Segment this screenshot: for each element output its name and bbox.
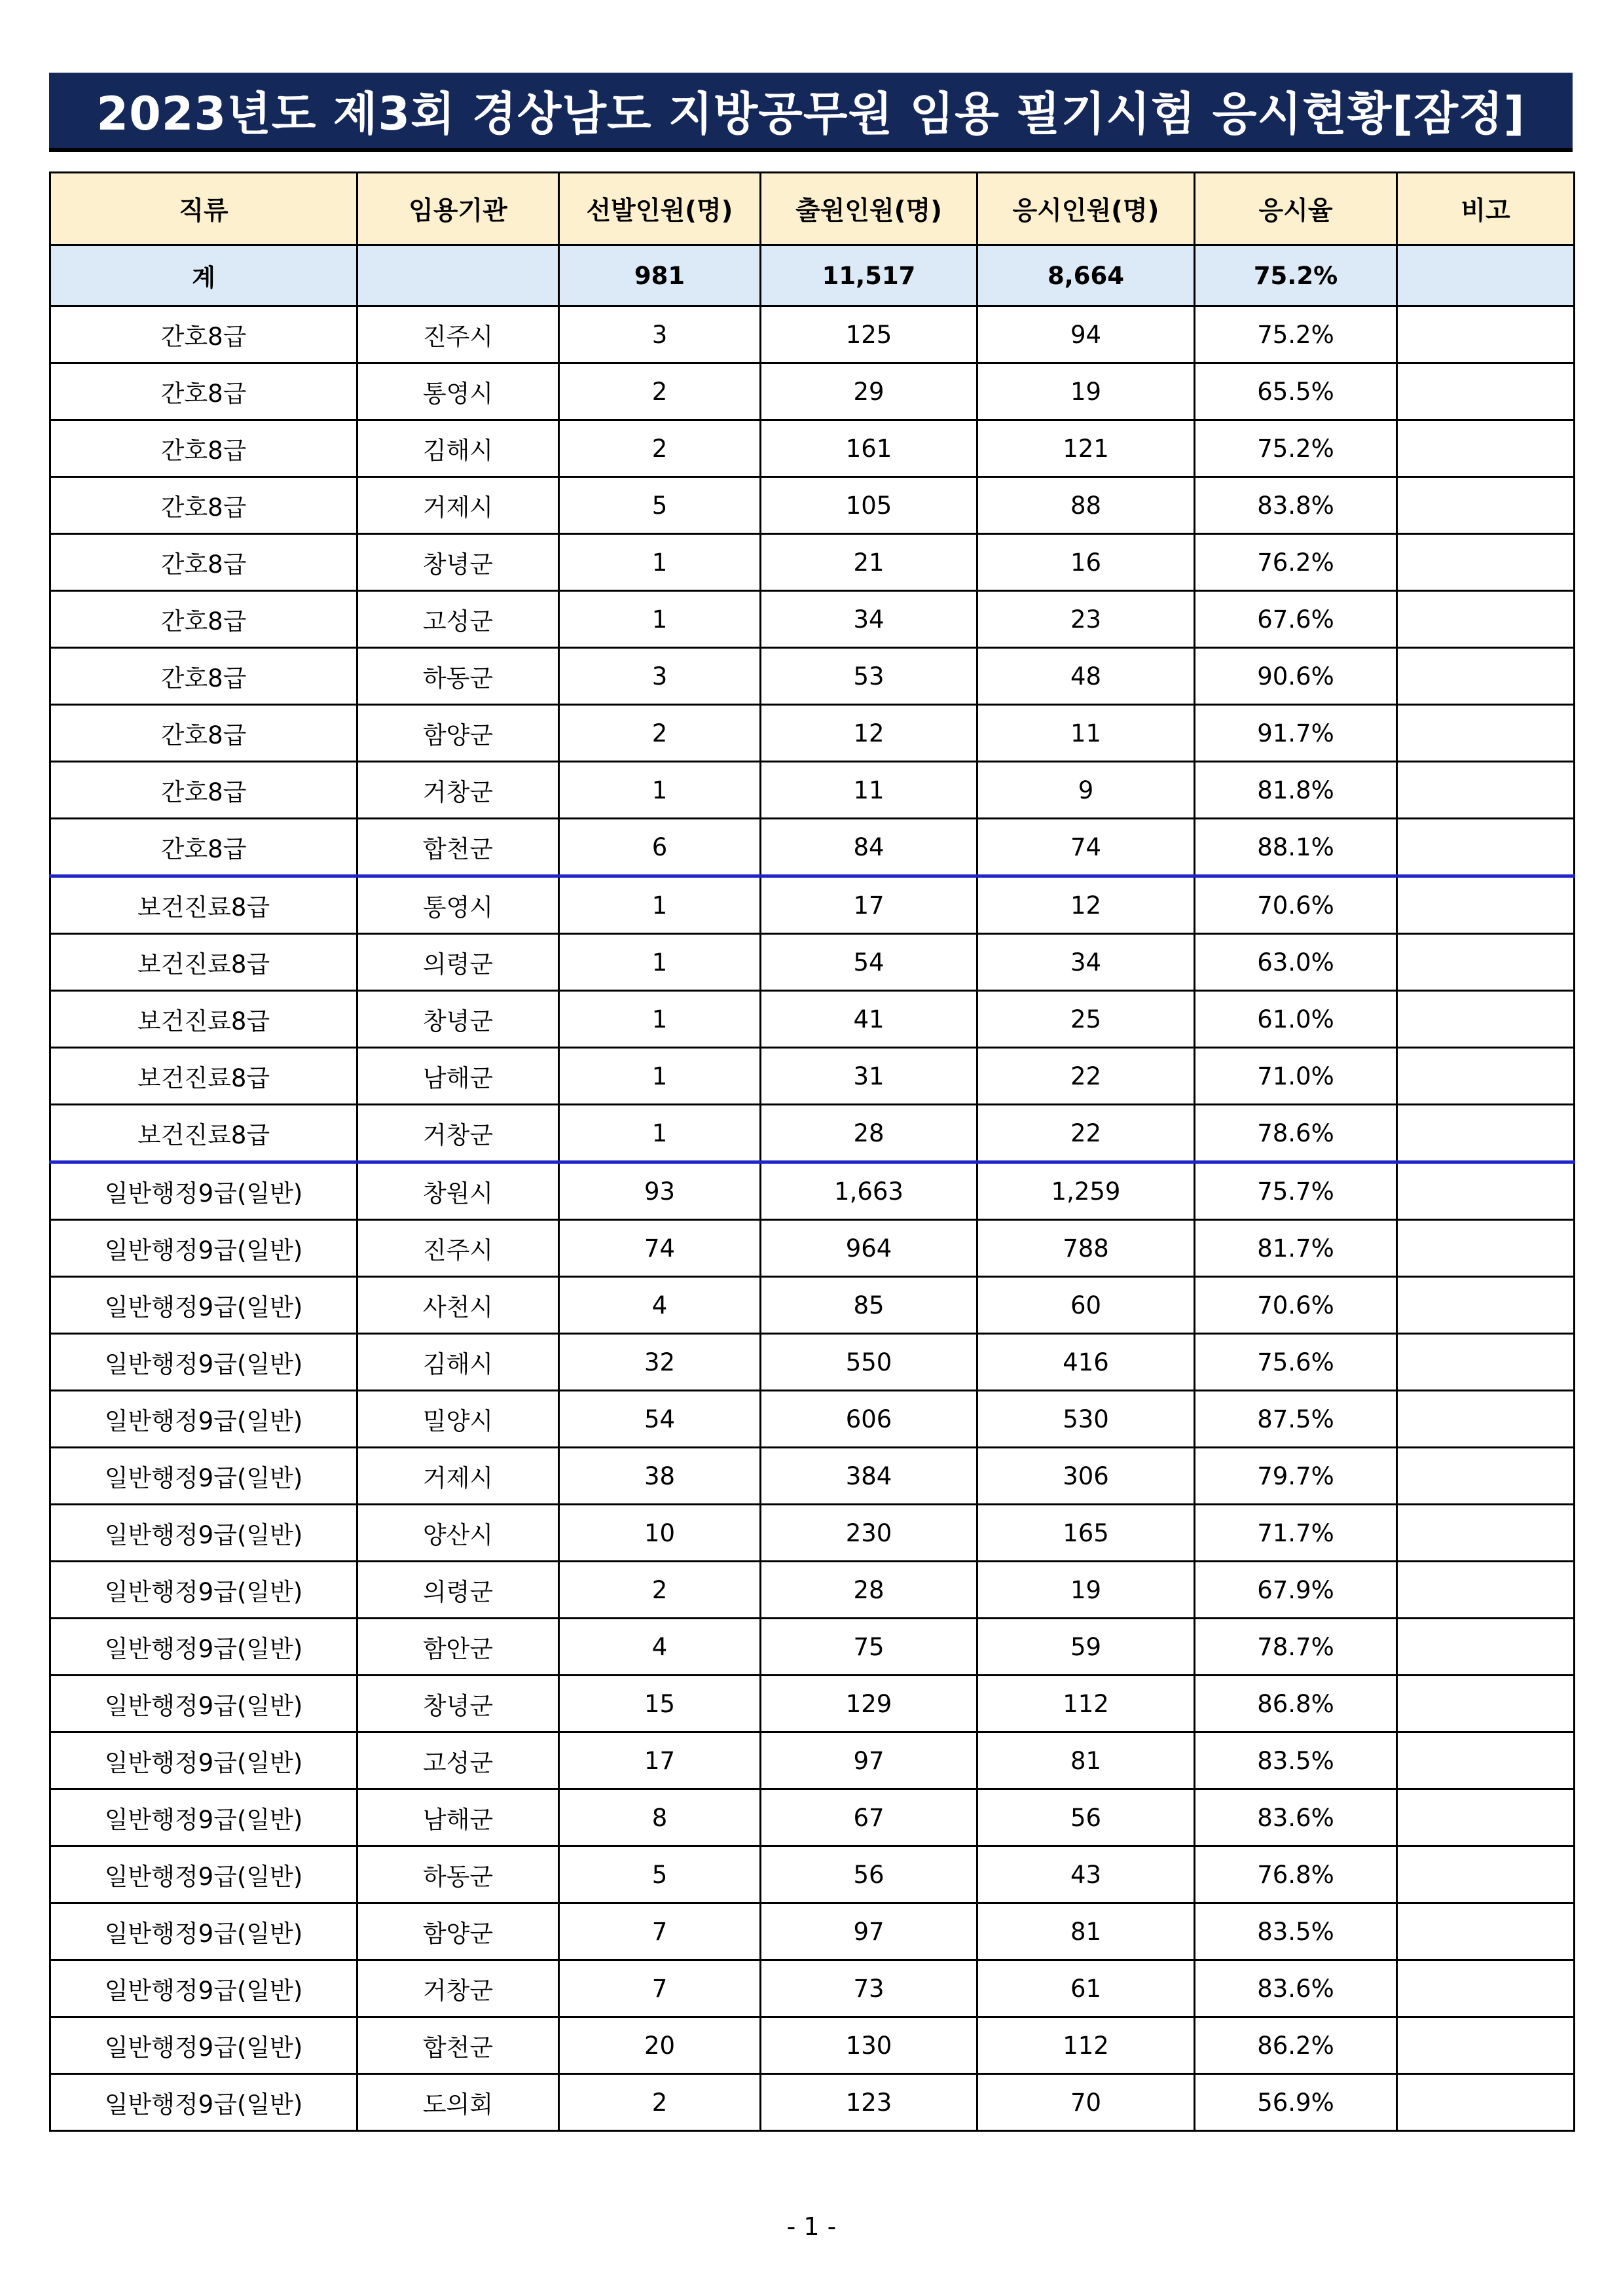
cell-applied: 73 xyxy=(761,1960,977,2017)
cell-applied: 384 xyxy=(761,1448,977,1505)
cell-selected: 1 xyxy=(559,534,761,591)
cell-selected: 1 xyxy=(559,1105,761,1162)
table-row xyxy=(50,591,1575,648)
table-row xyxy=(50,2017,1575,2074)
cell-note xyxy=(1397,2017,1575,2074)
table-row xyxy=(50,1732,1575,1789)
cell-agency: 남해군 xyxy=(357,1048,559,1105)
cell-rate: 75.2% xyxy=(1195,420,1397,477)
cell-attended: 43 xyxy=(977,1846,1195,1903)
cell-selected: 32 xyxy=(559,1334,761,1391)
cell-agency: 진주시 xyxy=(357,1220,559,1277)
table-row xyxy=(50,534,1575,591)
table-row xyxy=(50,1960,1575,2017)
cell-agency: 창원시 xyxy=(357,1162,559,1220)
table-row xyxy=(50,648,1575,705)
cell-rate: 83.5% xyxy=(1195,1732,1397,1789)
cell-attended: 81 xyxy=(977,1732,1195,1789)
cell-rate: 63.0% xyxy=(1195,934,1397,991)
cell-applied: 606 xyxy=(761,1391,977,1448)
cell-selected: 1 xyxy=(559,762,761,819)
table-row xyxy=(50,991,1575,1048)
cell-rate: 87.5% xyxy=(1195,1391,1397,1448)
cell-selected: 1 xyxy=(559,934,761,991)
cell-applied: 11 xyxy=(761,762,977,819)
cell-attended: 81 xyxy=(977,1903,1195,1960)
cell-rate: 70.6% xyxy=(1195,1277,1397,1334)
cell-attended: 112 xyxy=(977,1676,1195,1732)
cell-attended: 530 xyxy=(977,1391,1195,1448)
applicant-status-table xyxy=(49,171,1575,2132)
cell-applied: 56 xyxy=(761,1846,977,1903)
cell-selected: 1 xyxy=(559,876,761,934)
cell-applied: 28 xyxy=(761,1105,977,1162)
cell-applied: 41 xyxy=(761,991,977,1048)
cell-attended: 48 xyxy=(977,648,1195,705)
cell-attended: 22 xyxy=(977,1105,1195,1162)
cell-applied: 17 xyxy=(761,876,977,934)
cell-job: 일반행정9급(일반) xyxy=(50,1277,357,1334)
cell-selected: 7 xyxy=(559,1903,761,1960)
cell-rate: 83.6% xyxy=(1195,1960,1397,2017)
table-row xyxy=(50,934,1575,991)
total-attended: 8,664 xyxy=(977,245,1195,306)
cell-job: 간호8급 xyxy=(50,591,357,648)
cell-agency: 사천시 xyxy=(357,1277,559,1334)
cell-applied: 125 xyxy=(761,306,977,363)
cell-job: 일반행정9급(일반) xyxy=(50,1334,357,1391)
table-row xyxy=(50,306,1575,363)
cell-note xyxy=(1397,1277,1575,1334)
cell-agency: 거창군 xyxy=(357,1960,559,2017)
cell-job: 간호8급 xyxy=(50,819,357,876)
cell-job: 간호8급 xyxy=(50,762,357,819)
cell-attended: 70 xyxy=(977,2074,1195,2131)
cell-attended: 25 xyxy=(977,991,1195,1048)
cell-agency: 합천군 xyxy=(357,2017,559,2074)
cell-job: 일반행정9급(일반) xyxy=(50,2017,357,2074)
cell-job: 간호8급 xyxy=(50,705,357,762)
cell-selected: 38 xyxy=(559,1448,761,1505)
cell-selected: 3 xyxy=(559,648,761,705)
cell-selected: 10 xyxy=(559,1505,761,1562)
cell-rate: 71.7% xyxy=(1195,1505,1397,1562)
cell-attended: 165 xyxy=(977,1505,1195,1562)
cell-note xyxy=(1397,1903,1575,1960)
cell-attended: 22 xyxy=(977,1048,1195,1105)
cell-note xyxy=(1397,1162,1575,1220)
cell-attended: 59 xyxy=(977,1619,1195,1676)
cell-attended: 306 xyxy=(977,1448,1195,1505)
table-row xyxy=(50,1391,1575,1448)
cell-attended: 9 xyxy=(977,762,1195,819)
cell-rate: 81.7% xyxy=(1195,1220,1397,1277)
cell-note xyxy=(1397,1334,1575,1391)
cell-attended: 34 xyxy=(977,934,1195,991)
cell-applied: 31 xyxy=(761,1048,977,1105)
cell-applied: 230 xyxy=(761,1505,977,1562)
cell-applied: 84 xyxy=(761,819,977,876)
cell-rate: 78.6% xyxy=(1195,1105,1397,1162)
cell-applied: 550 xyxy=(761,1334,977,1391)
cell-note xyxy=(1397,534,1575,591)
cell-selected: 54 xyxy=(559,1391,761,1448)
cell-job: 일반행정9급(일반) xyxy=(50,1562,357,1619)
cell-job: 간호8급 xyxy=(50,363,357,420)
total-label: 계 xyxy=(50,245,357,306)
cell-job: 간호8급 xyxy=(50,420,357,477)
cell-selected: 8 xyxy=(559,1789,761,1846)
cell-note xyxy=(1397,876,1575,934)
table-row xyxy=(50,1105,1575,1162)
cell-attended: 61 xyxy=(977,1960,1195,2017)
table-row xyxy=(50,705,1575,762)
cell-applied: 28 xyxy=(761,1562,977,1619)
cell-selected: 5 xyxy=(559,1846,761,1903)
cell-rate: 90.6% xyxy=(1195,648,1397,705)
title-bar xyxy=(49,73,1573,152)
cell-rate: 78.7% xyxy=(1195,1619,1397,1676)
cell-attended: 94 xyxy=(977,306,1195,363)
header-rate: 응시율 xyxy=(1195,173,1397,245)
cell-attended: 19 xyxy=(977,1562,1195,1619)
cell-selected: 7 xyxy=(559,1960,761,2017)
cell-applied: 97 xyxy=(761,1903,977,1960)
cell-applied: 130 xyxy=(761,2017,977,2074)
cell-selected: 2 xyxy=(559,1562,761,1619)
cell-agency: 통영시 xyxy=(357,876,559,934)
cell-job: 보건진료8급 xyxy=(50,1048,357,1105)
cell-rate: 88.1% xyxy=(1195,819,1397,876)
cell-note xyxy=(1397,1676,1575,1732)
cell-selected: 17 xyxy=(559,1732,761,1789)
cell-agency: 합천군 xyxy=(357,819,559,876)
page-number: - 1 - xyxy=(786,2212,837,2241)
header-attended: 응시인원(명) xyxy=(977,173,1195,245)
cell-note xyxy=(1397,1105,1575,1162)
cell-applied: 53 xyxy=(761,648,977,705)
table-row xyxy=(50,876,1575,934)
header-note: 비고 xyxy=(1397,173,1575,245)
cell-agency: 창녕군 xyxy=(357,991,559,1048)
cell-selected: 6 xyxy=(559,819,761,876)
cell-agency: 통영시 xyxy=(357,363,559,420)
cell-attended: 56 xyxy=(977,1789,1195,1846)
table-row xyxy=(50,1220,1575,1277)
table-row xyxy=(50,1505,1575,1562)
table-row xyxy=(50,420,1575,477)
cell-job: 일반행정9급(일반) xyxy=(50,1960,357,2017)
cell-job: 일반행정9급(일반) xyxy=(50,1732,357,1789)
cell-note xyxy=(1397,1619,1575,1676)
cell-agency: 진주시 xyxy=(357,306,559,363)
header-applied: 출원인원(명) xyxy=(761,173,977,245)
cell-applied: 1,663 xyxy=(761,1162,977,1220)
cell-applied: 123 xyxy=(761,2074,977,2131)
cell-applied: 105 xyxy=(761,477,977,534)
cell-rate: 65.5% xyxy=(1195,363,1397,420)
cell-attended: 1,259 xyxy=(977,1162,1195,1220)
page-title: 2023년도 제3회 경상남도 지방공무원 임용 필기시험 응시현황[잠정] xyxy=(96,87,1525,141)
cell-job: 일반행정9급(일반) xyxy=(50,1391,357,1448)
cell-note xyxy=(1397,1562,1575,1619)
cell-note xyxy=(1397,1448,1575,1505)
cell-job: 일반행정9급(일반) xyxy=(50,1789,357,1846)
cell-agency: 거제시 xyxy=(357,1448,559,1505)
table-row xyxy=(50,1619,1575,1676)
cell-selected: 5 xyxy=(559,477,761,534)
cell-attended: 11 xyxy=(977,705,1195,762)
cell-job: 일반행정9급(일반) xyxy=(50,1903,357,1960)
cell-note xyxy=(1397,2074,1575,2131)
cell-selected: 1 xyxy=(559,991,761,1048)
cell-note xyxy=(1397,934,1575,991)
cell-selected: 2 xyxy=(559,705,761,762)
cell-attended: 23 xyxy=(977,591,1195,648)
header-job: 직류 xyxy=(50,173,357,245)
cell-agency: 하동군 xyxy=(357,648,559,705)
cell-agency: 함양군 xyxy=(357,705,559,762)
cell-job: 보건진료8급 xyxy=(50,934,357,991)
cell-note xyxy=(1397,1048,1575,1105)
cell-note xyxy=(1397,363,1575,420)
cell-applied: 54 xyxy=(761,934,977,991)
cell-rate: 76.2% xyxy=(1195,534,1397,591)
cell-applied: 97 xyxy=(761,1732,977,1789)
cell-rate: 67.9% xyxy=(1195,1562,1397,1619)
cell-note xyxy=(1397,1391,1575,1448)
cell-selected: 74 xyxy=(559,1220,761,1277)
cell-attended: 16 xyxy=(977,534,1195,591)
cell-rate: 70.6% xyxy=(1195,876,1397,934)
cell-agency: 거창군 xyxy=(357,762,559,819)
table-row xyxy=(50,2074,1575,2131)
cell-agency: 밀양시 xyxy=(357,1391,559,1448)
cell-note xyxy=(1397,991,1575,1048)
cell-rate: 75.7% xyxy=(1195,1162,1397,1220)
cell-agency: 김해시 xyxy=(357,1334,559,1391)
cell-selected: 4 xyxy=(559,1277,761,1334)
cell-note xyxy=(1397,1789,1575,1846)
table-row xyxy=(50,363,1575,420)
cell-applied: 129 xyxy=(761,1676,977,1732)
cell-attended: 12 xyxy=(977,876,1195,934)
cell-rate: 76.8% xyxy=(1195,1846,1397,1903)
cell-note xyxy=(1397,306,1575,363)
cell-rate: 83.6% xyxy=(1195,1789,1397,1846)
header-agency: 임용기관 xyxy=(357,173,559,245)
cell-rate: 79.7% xyxy=(1195,1448,1397,1505)
cell-applied: 161 xyxy=(761,420,977,477)
cell-note xyxy=(1397,420,1575,477)
cell-agency: 창녕군 xyxy=(357,1676,559,1732)
cell-agency: 창녕군 xyxy=(357,534,559,591)
cell-selected: 93 xyxy=(559,1162,761,1220)
header-row xyxy=(50,173,1575,245)
cell-attended: 74 xyxy=(977,819,1195,876)
cell-attended: 788 xyxy=(977,1220,1195,1277)
total-agency xyxy=(357,245,559,306)
table-row xyxy=(50,1334,1575,1391)
table-row xyxy=(50,1048,1575,1105)
cell-selected: 4 xyxy=(559,1619,761,1676)
cell-agency: 거창군 xyxy=(357,1105,559,1162)
table-row xyxy=(50,1676,1575,1732)
table-row xyxy=(50,1562,1575,1619)
cell-attended: 121 xyxy=(977,420,1195,477)
cell-rate: 81.8% xyxy=(1195,762,1397,819)
cell-job: 간호8급 xyxy=(50,477,357,534)
cell-note xyxy=(1397,591,1575,648)
cell-applied: 75 xyxy=(761,1619,977,1676)
cell-selected: 1 xyxy=(559,1048,761,1105)
cell-rate: 83.5% xyxy=(1195,1903,1397,1960)
cell-note xyxy=(1397,762,1575,819)
cell-applied: 29 xyxy=(761,363,977,420)
cell-selected: 2 xyxy=(559,2074,761,2131)
cell-note xyxy=(1397,1960,1575,2017)
cell-agency: 함안군 xyxy=(357,1619,559,1676)
table-row xyxy=(50,762,1575,819)
cell-job: 간호8급 xyxy=(50,648,357,705)
cell-agency: 의령군 xyxy=(357,1562,559,1619)
table-row xyxy=(50,1789,1575,1846)
table-row xyxy=(50,1846,1575,1903)
cell-job: 일반행정9급(일반) xyxy=(50,1448,357,1505)
cell-agency: 거제시 xyxy=(357,477,559,534)
cell-selected: 1 xyxy=(559,591,761,648)
cell-job: 간호8급 xyxy=(50,534,357,591)
cell-selected: 2 xyxy=(559,363,761,420)
cell-job: 일반행정9급(일반) xyxy=(50,2074,357,2131)
cell-rate: 67.6% xyxy=(1195,591,1397,648)
cell-note xyxy=(1397,648,1575,705)
cell-job: 일반행정9급(일반) xyxy=(50,1162,357,1220)
cell-rate: 61.0% xyxy=(1195,991,1397,1048)
cell-applied: 85 xyxy=(761,1277,977,1334)
cell-note xyxy=(1397,819,1575,876)
cell-note xyxy=(1397,705,1575,762)
total-applied: 11,517 xyxy=(761,245,977,306)
cell-attended: 88 xyxy=(977,477,1195,534)
cell-rate: 83.8% xyxy=(1195,477,1397,534)
cell-agency: 양산시 xyxy=(357,1505,559,1562)
cell-job: 일반행정9급(일반) xyxy=(50,1676,357,1732)
table-row xyxy=(50,1277,1575,1334)
cell-rate: 75.6% xyxy=(1195,1334,1397,1391)
cell-job: 보건진료8급 xyxy=(50,1105,357,1162)
header-selected: 선발인원(명) xyxy=(559,173,761,245)
cell-selected: 2 xyxy=(559,420,761,477)
cell-attended: 19 xyxy=(977,363,1195,420)
cell-applied: 21 xyxy=(761,534,977,591)
cell-applied: 67 xyxy=(761,1789,977,1846)
table-row xyxy=(50,1448,1575,1505)
total-note xyxy=(1397,245,1575,306)
cell-job: 보건진료8급 xyxy=(50,876,357,934)
cell-attended: 60 xyxy=(977,1277,1195,1334)
cell-applied: 12 xyxy=(761,705,977,762)
cell-agency: 김해시 xyxy=(357,420,559,477)
cell-note xyxy=(1397,477,1575,534)
cell-job: 보건진료8급 xyxy=(50,991,357,1048)
cell-attended: 112 xyxy=(977,2017,1195,2074)
table-row xyxy=(50,1162,1575,1220)
cell-agency: 의령군 xyxy=(357,934,559,991)
table-row xyxy=(50,477,1575,534)
table-row xyxy=(50,1903,1575,1960)
cell-rate: 56.9% xyxy=(1195,2074,1397,2131)
cell-note xyxy=(1397,1732,1575,1789)
total-selected: 981 xyxy=(559,245,761,306)
cell-rate: 86.2% xyxy=(1195,2017,1397,2074)
cell-agency: 고성군 xyxy=(357,1732,559,1789)
total-rate: 75.2% xyxy=(1195,245,1397,306)
cell-agency: 함양군 xyxy=(357,1903,559,1960)
cell-rate: 71.0% xyxy=(1195,1048,1397,1105)
cell-selected: 20 xyxy=(559,2017,761,2074)
cell-job: 일반행정9급(일반) xyxy=(50,1220,357,1277)
cell-selected: 15 xyxy=(559,1676,761,1732)
cell-agency: 남해군 xyxy=(357,1789,559,1846)
cell-agency: 도의회 xyxy=(357,2074,559,2131)
cell-applied: 34 xyxy=(761,591,977,648)
cell-job: 일반행정9급(일반) xyxy=(50,1505,357,1562)
cell-job: 간호8급 xyxy=(50,306,357,363)
cell-note xyxy=(1397,1846,1575,1903)
cell-attended: 416 xyxy=(977,1334,1195,1391)
cell-note xyxy=(1397,1505,1575,1562)
cell-rate: 86.8% xyxy=(1195,1676,1397,1732)
cell-agency: 하동군 xyxy=(357,1846,559,1903)
cell-applied: 964 xyxy=(761,1220,977,1277)
cell-selected: 3 xyxy=(559,306,761,363)
cell-rate: 91.7% xyxy=(1195,705,1397,762)
cell-rate: 75.2% xyxy=(1195,306,1397,363)
cell-agency: 고성군 xyxy=(357,591,559,648)
total-row xyxy=(50,245,1575,306)
cell-job: 일반행정9급(일반) xyxy=(50,1619,357,1676)
cell-job: 일반행정9급(일반) xyxy=(50,1846,357,1903)
cell-note xyxy=(1397,1220,1575,1277)
table-row xyxy=(50,819,1575,876)
